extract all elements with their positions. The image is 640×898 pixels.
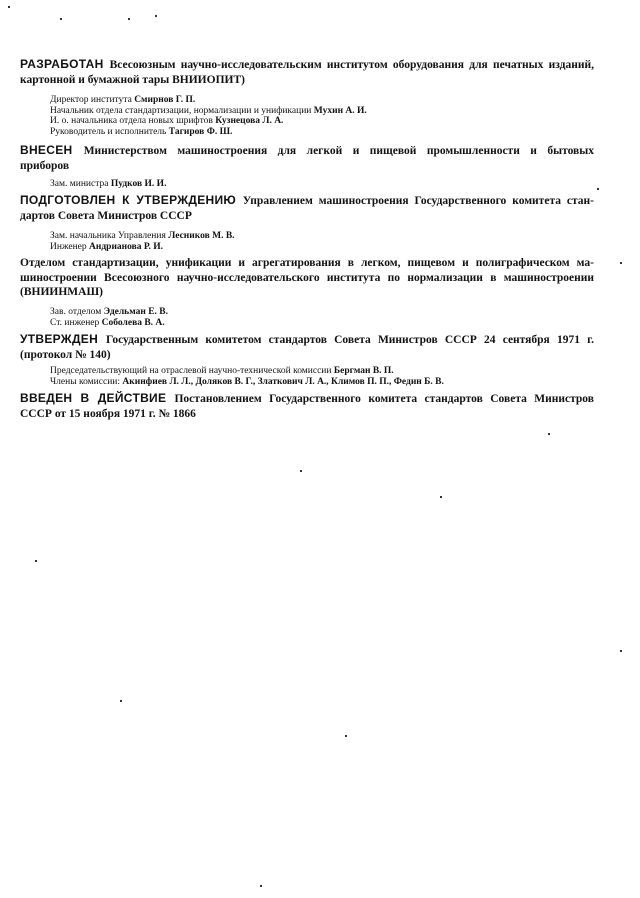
scan-speck (128, 18, 130, 20)
person-name: Акинфиев Л. Л., Доляков В. Г., Златкович Л. А., Климов П. П., Федин Б. В. (122, 376, 444, 387)
scan-speck (440, 496, 442, 498)
scan-speck (120, 700, 122, 702)
people-list (50, 231, 235, 252)
section-text: (ВНИИНМАШ) (20, 286, 103, 298)
person-entry (50, 366, 444, 377)
section-keyword: ВНЕСЕН (20, 143, 84, 157)
scan-speck (8, 6, 10, 8)
section-text: дартов Совета Министров СССР (20, 209, 192, 222)
scan-speck (35, 560, 37, 562)
section-text: СССР от 15 ноября 1971 г. № 1866 (20, 407, 196, 420)
section-3 (20, 256, 594, 300)
section-line (20, 391, 594, 407)
people-list (50, 366, 444, 387)
section-4 (20, 332, 594, 362)
scan-speck (597, 188, 599, 190)
person-role: Начальник отдела стандартизации, нормализации и унификации (50, 105, 314, 116)
person-role: И. о. начальника отдела новых шрифтов (50, 116, 216, 126)
section-line (20, 332, 594, 348)
section-keyword: ВВЕДЕН В ДЕЙСТВИЕ (20, 391, 175, 405)
person-entry (50, 116, 367, 127)
section-text: Министерством машиностроения для легкой и пищевой промышленности и бытовых (83, 145, 594, 157)
person-name: Смирнов Г. П. (134, 95, 196, 105)
section-line (20, 57, 594, 73)
person-name: Эдельман Е. В. (103, 307, 168, 317)
scan-speck (300, 470, 302, 472)
scan-speck (345, 735, 347, 737)
people-list (50, 95, 367, 137)
person-entry (50, 179, 166, 190)
section-keyword: РАЗРАБОТАН (20, 57, 110, 71)
section-line (20, 73, 594, 88)
section-text: (протокол № 140) (20, 348, 111, 361)
scan-speck (260, 885, 262, 887)
person-name: Андрианова Р. И. (89, 241, 164, 252)
person-role: Председательствующий на отраслевой научно-технической комиссии (50, 366, 334, 376)
section-text: шиностроении Всесоюзного научно-исследовательского института по нормализации в машиностроении (20, 271, 594, 284)
person-entry (50, 307, 168, 318)
person-name: Тагиров Ф. Ш. (168, 126, 233, 137)
scan-speck (620, 262, 622, 264)
scan-speck (548, 433, 550, 435)
section-line (20, 193, 594, 209)
section-line (20, 143, 594, 159)
section-1 (20, 143, 594, 173)
person-role: Ст. инженер (50, 317, 102, 328)
person-name: Соболева В. А. (101, 317, 165, 328)
section-keyword: ПОДГОТОВЛЕН К УТВЕРЖДЕНИЮ (20, 193, 243, 207)
section-line (20, 159, 594, 174)
scan-speck (60, 18, 62, 20)
person-role: Зам. министра (50, 179, 111, 189)
people-list (50, 307, 168, 328)
person-entry (50, 127, 367, 138)
section-0 (20, 57, 594, 87)
person-role: Зав. отделом (50, 307, 104, 317)
section-text: Постановлением Государственного комитета стандартов Совета Министров (174, 393, 594, 405)
person-name: Бергман В. П. (333, 366, 394, 376)
section-keyword: УТВЕРЖДЕН (20, 332, 107, 346)
person-entry (50, 231, 235, 242)
section-line (20, 256, 594, 271)
person-entry (50, 106, 367, 117)
section-text: Всесоюзным научно-исследовательским институтом оборудования для печатных изданий, (109, 59, 595, 71)
scan-speck (155, 15, 157, 17)
person-entry (50, 95, 367, 106)
scan-speck (620, 650, 622, 652)
person-name: Лесников М. В. (168, 231, 235, 241)
section-line (20, 407, 594, 422)
section-text: приборов (20, 159, 70, 172)
person-name: Пудков И. И. (110, 179, 167, 189)
person-entry (50, 242, 235, 253)
person-name: Кузнецова Л. А. (215, 116, 284, 126)
person-role: Инженер (50, 241, 90, 252)
section-text: Отделом стандартизации, унификации и агрегатирования в легком, пищевом и полиграфическом ма- (20, 257, 594, 269)
section-5 (20, 391, 594, 421)
person-role: Члены комиссии: (50, 376, 123, 387)
section-text: Управлением машиностроения Государственного комитета стан- (242, 195, 594, 207)
person-name: Мухин А. И. (313, 105, 367, 116)
person-entry (50, 318, 168, 329)
section-2 (20, 193, 594, 223)
section-line (20, 271, 594, 286)
person-entry (50, 377, 444, 388)
section-line (20, 209, 594, 224)
people-list (50, 179, 166, 190)
person-role: Директор института (50, 95, 135, 105)
person-role: Зам. начальника Управления (50, 231, 169, 241)
section-line (20, 348, 594, 363)
person-role: Руководитель и исполнитель (50, 126, 169, 137)
section-line (20, 285, 594, 300)
section-text: Государственным комитетом стандартов Совета Министров СССР 24 сентября 1971 г. (106, 334, 594, 346)
section-text: картонной и бумажной тары ВНИИОПИТ) (20, 73, 245, 86)
